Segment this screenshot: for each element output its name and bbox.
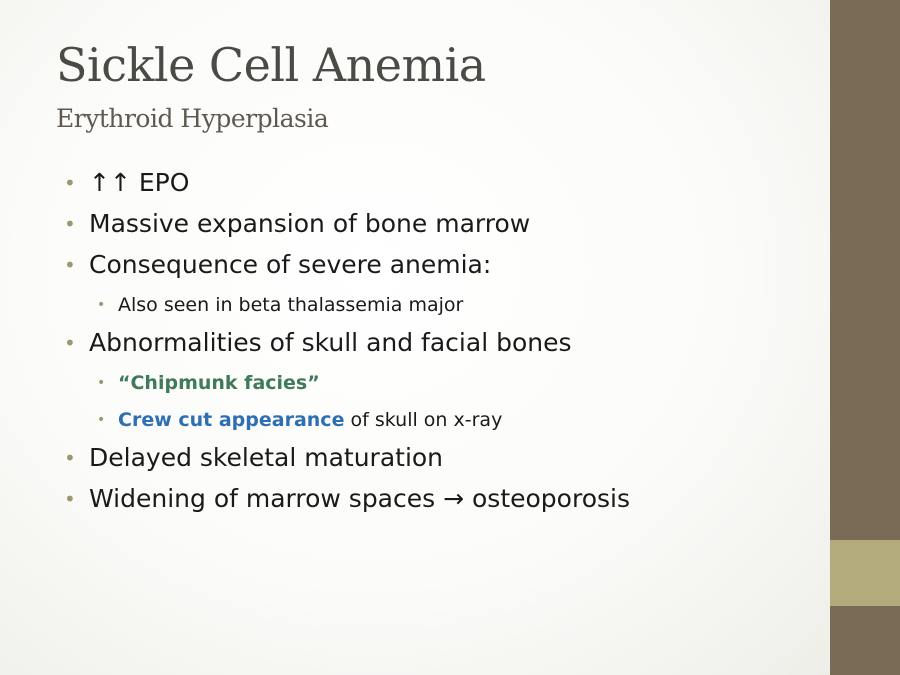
bullet-dot-icon: • [64,487,76,511]
bullet-dot-icon: • [97,412,106,428]
bullet-item [64,164,824,205]
bullet-item [64,324,824,365]
bullet-text: Abnormalities of skull and facial bones [89,328,572,357]
slide-subtitle: Erythroid Hyperplasia [56,104,329,133]
bullet-dot-icon: • [64,446,76,470]
bullet-text: Consequence of severe anemia: [89,250,492,279]
sub-bullet-text: Also seen in beta thalassemia major [118,294,464,316]
bullet-item [64,480,824,521]
side-decor-accent [830,540,900,606]
bullet-list [64,164,824,521]
bullet-text: Massive expansion of bone marrow [89,209,531,238]
bullet-text: Widening of marrow spaces → osteoporosis [89,484,630,513]
bullet-bold-term: Crew cut appearance [118,409,345,431]
bullet-item [64,205,824,246]
sub-bullet-text [118,402,502,438]
bullet-text: ↑↑ EPO [89,168,190,197]
bullet-text: Delayed skeletal maturation [89,443,444,472]
bullet-dot-icon: • [64,171,76,195]
bullet-dot-icon: • [64,253,76,277]
bullet-dot-icon: • [64,331,76,355]
bullet-dot-icon: • [64,212,76,236]
side-decor-bar [830,0,900,675]
bullet-rest-text: of skull on x-ray [344,409,503,431]
sub-bullet-text-highlight: “Chipmunk facies” [118,372,320,394]
sub-bullet-item [64,365,824,402]
sub-bullet-item [64,287,824,324]
bullet-dot-icon: • [97,297,106,313]
bullet-item [64,246,824,287]
slide-title: Sickle Cell Anemia [56,38,486,92]
bullet-dot-icon: • [97,375,106,391]
bullet-item [64,439,824,480]
sub-bullet-item [64,402,824,439]
